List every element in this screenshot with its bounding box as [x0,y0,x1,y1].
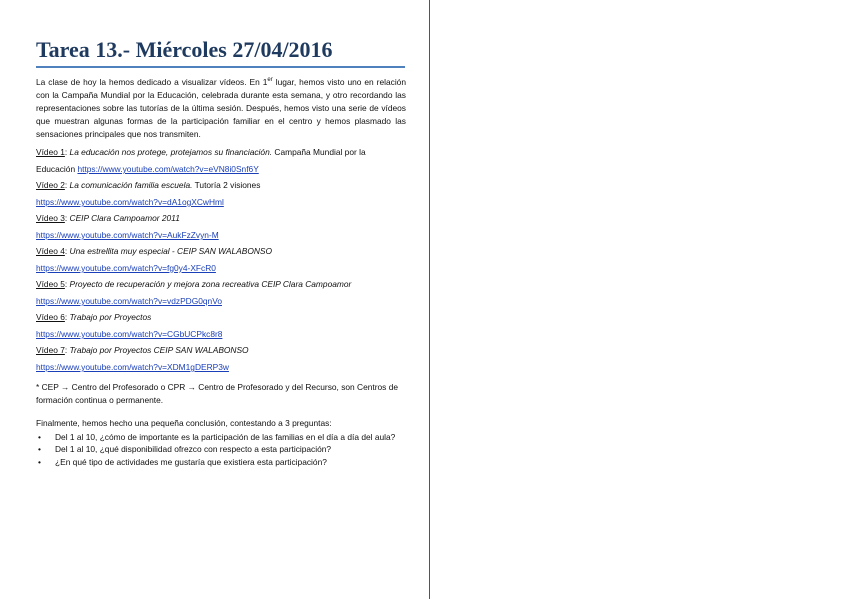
video-item-1: Vídeo 1: La educación nos protege, protejamos su financiación. Campaña Mundial por la Educación https://www.youtube.com/watch?v=eVN8i0Snf6Y [36,147,366,174]
video-title: Trabajo por Proyectos CEIP SAN WALABONSO [69,345,249,356]
document-page [36,36,406,468]
video-link[interactable]: https://www.youtube.com/watch?v=AukFzZvyn-M [36,229,219,240]
video-list [36,144,406,375]
video-label: Vídeo 2 [36,180,65,191]
video-item-4: Vídeo 4: Una estrellita muy especial - CEIP SAN WALABONSO https://www.youtube.com/watch?v=fg0y4-XFcR0 [36,246,272,273]
intro-text-start: La clase de hoy la hemos dedicado a visualizar vídeos. En 1 [36,77,268,87]
video-link[interactable]: https://www.youtube.com/watch?v=fg0y4-XFcR0 [36,262,216,273]
list-item [36,443,406,456]
title-date: - Miércoles 27/04/2016 [122,37,333,62]
page-title [36,36,406,64]
question-text: Del 1 al 10, ¿qué disponibilidad ofrezco con respecto a esta participación? [55,444,332,455]
bullet-icon: • [38,456,41,467]
video-label: Vídeo 7 [36,345,65,356]
video-title: Una estrellita muy especial - CEIP SAN WALABONSO [69,246,272,257]
video-link[interactable]: https://www.youtube.com/watch?v=vdzPDG0qnVo [36,295,222,306]
video-item-5: Vídeo 5: Proyecto de recuperación y mejora zona recreativa CEIP Clara Campoamor https://www.youtube.com/watch?v=vdzPDG0qnVo [36,279,352,306]
video-title: Proyecto de recuperación y mejora zona recreativa CEIP Clara Campoamor [69,279,352,290]
title-underline [36,66,405,68]
video-extra: Campaña Mundial por la Educación [36,147,366,174]
video-item-7: Vídeo 7: Trabajo por Proyectos CEIP SAN WALABONSO https://www.youtube.com/watch?v=XDM1gDERP3w [36,345,249,372]
list-item [36,456,406,469]
bullet-icon: • [38,444,41,455]
video-item-6: Vídeo 6: Trabajo por Proyectos https://www.youtube.com/watch?v=CGbUCPkc8r8 [36,312,223,339]
video-label: Vídeo 3 [36,213,65,224]
video-label: Vídeo 4 [36,246,65,257]
video-link[interactable]: https://www.youtube.com/watch?v=CGbUCPkc8r8 [36,328,223,339]
conclusion-paragraph: Finalmente, hemos hecho una pequeña conclusión, contestando a 3 preguntas: [36,418,332,429]
video-link[interactable]: https://www.youtube.com/watch?v=XDM1gDERP3w [36,361,229,372]
title-bold: Tarea 13. [36,37,123,62]
question-text: Del 1 al 10, ¿cómo de importante es la participación de las familias en el día a día del aula? [55,431,396,442]
video-item-3: Vídeo 3: CEIP Clara Campoamor 2011 https://www.youtube.com/watch?v=AukFzZvyn-M [36,213,219,240]
video-item-2: Vídeo 2: La comunicación familia escuela. Tutoría 2 visiones https://www.youtube.com/watch?v=dA1ogXCwHml [36,180,261,207]
video-link[interactable]: https://www.youtube.com/watch?v=dA1ogXCwHml [36,196,224,207]
intro-paragraph [36,76,406,141]
video-link[interactable]: https://www.youtube.com/watch?v=eVN8i0Snf6Y [77,163,259,174]
video-title: La comunicación familia escuela. [69,180,193,191]
footnote: * CEP → Centro del Profesorado o CPR → Centro de Profesorado y del Recurso, son Centros de formación continua o permanente. [36,382,399,405]
intro-text-rest: lugar, hemos visto uno en relación con la Campaña Mundial por la Educación, celebrada durante esta semana, y otro recordando las representaciones sobre las tutorías de la última sesión. Después, hemos visto una serie de vídeos que muestran algunas formas de la participación familiar en el centro y hemos plasmado las sensaciones principales que nos transmiten. [36,77,406,140]
question-text: ¿En qué tipo de actividades me gustaría que existiera esta participación? [55,456,327,467]
video-label: Vídeo 5 [36,279,65,290]
video-title: Trabajo por Proyectos [69,312,152,323]
video-label: Vídeo 6 [36,312,65,323]
list-item [36,431,406,444]
video-title: CEIP Clara Campoamor 2011 [69,213,180,224]
intro-superscript: er [267,77,273,84]
question-list [36,431,406,469]
video-title: La educación nos protege, protejamos su financiación. [69,147,273,158]
video-extra: Tutoría 2 visiones [192,180,261,191]
bullet-icon: • [38,431,41,442]
video-label: Vídeo 1 [36,147,65,158]
page-divider [429,0,430,599]
